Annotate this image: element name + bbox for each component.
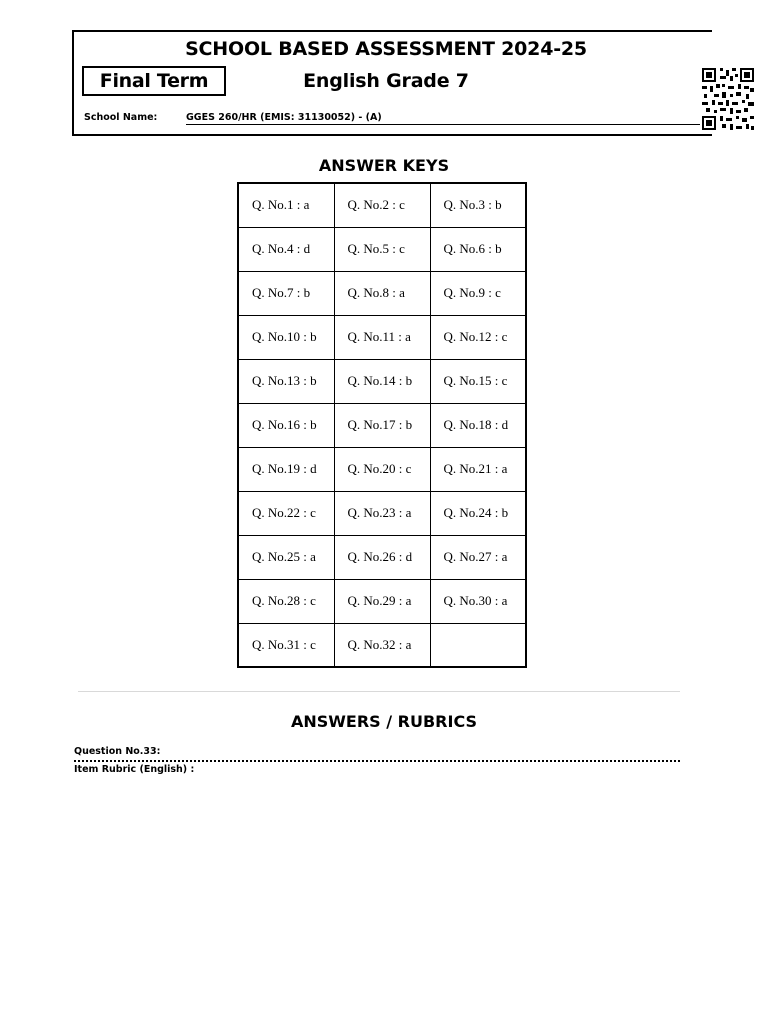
answer-key-cell: Q. No.30 : a (430, 579, 526, 623)
school-name-row (84, 110, 704, 126)
answer-key-cell: Q. No.20 : c (334, 447, 430, 491)
answer-key-cell: Q. No.24 : b (430, 491, 526, 535)
answer-key-cell: Q. No.31 : c (238, 623, 334, 667)
answer-key-cell: Q. No.23 : a (334, 491, 430, 535)
answer-key-cell: Q. No.27 : a (430, 535, 526, 579)
answer-key-cell: Q. No.11 : a (334, 315, 430, 359)
term-badge: Final Term (82, 66, 226, 96)
answer-key-cell: Q. No.21 : a (430, 447, 526, 491)
answer-key-cell: Q. No.12 : c (430, 315, 526, 359)
school-name-value: GGES 260/HR (EMIS: 31130052) - (A) (186, 112, 704, 125)
school-name-label: School Name: (84, 112, 158, 123)
answer-key-cell: Q. No.9 : c (430, 271, 526, 315)
answer-key-cell: Q. No.16 : b (238, 403, 334, 447)
answer-key-cell (430, 623, 526, 667)
answer-key-cell: Q. No.28 : c (238, 579, 334, 623)
answer-key-cell: Q. No.5 : c (334, 227, 430, 271)
question-33-label: Question No.33: (74, 746, 161, 757)
section-divider (78, 691, 680, 692)
answer-keys-heading: ANSWER KEYS (318, 156, 450, 175)
assessment-title: SCHOOL BASED ASSESSMENT 2024-25 (185, 38, 587, 60)
answer-key-cell: Q. No.4 : d (238, 227, 334, 271)
answer-key-cell: Q. No.32 : a (334, 623, 430, 667)
answer-key-cell: Q. No.19 : d (238, 447, 334, 491)
table-row (238, 315, 526, 359)
subject-grade-title: English Grade 7 (303, 70, 469, 92)
table-row (238, 227, 526, 271)
answer-key-cell: Q. No.2 : c (334, 183, 430, 227)
table-row (238, 579, 526, 623)
answer-key-cell: Q. No.10 : b (238, 315, 334, 359)
answer-keys-table (237, 182, 527, 668)
answer-key-cell: Q. No.1 : a (238, 183, 334, 227)
table-row (238, 403, 526, 447)
item-rubric-label: Item Rubric (English) : (74, 764, 195, 775)
table-row (238, 491, 526, 535)
answer-key-cell: Q. No.26 : d (334, 535, 430, 579)
answer-key-cell: Q. No.6 : b (430, 227, 526, 271)
answer-key-cell: Q. No.14 : b (334, 359, 430, 403)
answer-key-cell: Q. No.25 : a (238, 535, 334, 579)
answer-key-cell: Q. No.8 : a (334, 271, 430, 315)
table-row (238, 271, 526, 315)
header-box (72, 30, 712, 136)
table-row (238, 447, 526, 491)
rubrics-heading: ANSWERS / RUBRICS (290, 712, 478, 731)
dotted-separator (74, 760, 680, 762)
answer-key-cell: Q. No.17 : b (334, 403, 430, 447)
table-row (238, 623, 526, 667)
table-row (238, 535, 526, 579)
answer-key-cell: Q. No.22 : c (238, 491, 334, 535)
answer-key-cell: Q. No.29 : a (334, 579, 430, 623)
table-row (238, 183, 526, 227)
answer-key-cell: Q. No.18 : d (430, 403, 526, 447)
answer-key-cell: Q. No.13 : b (238, 359, 334, 403)
qr-code-icon (700, 66, 756, 132)
answer-key-cell: Q. No.15 : c (430, 359, 526, 403)
table-row (238, 359, 526, 403)
answer-key-cell: Q. No.3 : b (430, 183, 526, 227)
answer-key-cell: Q. No.7 : b (238, 271, 334, 315)
